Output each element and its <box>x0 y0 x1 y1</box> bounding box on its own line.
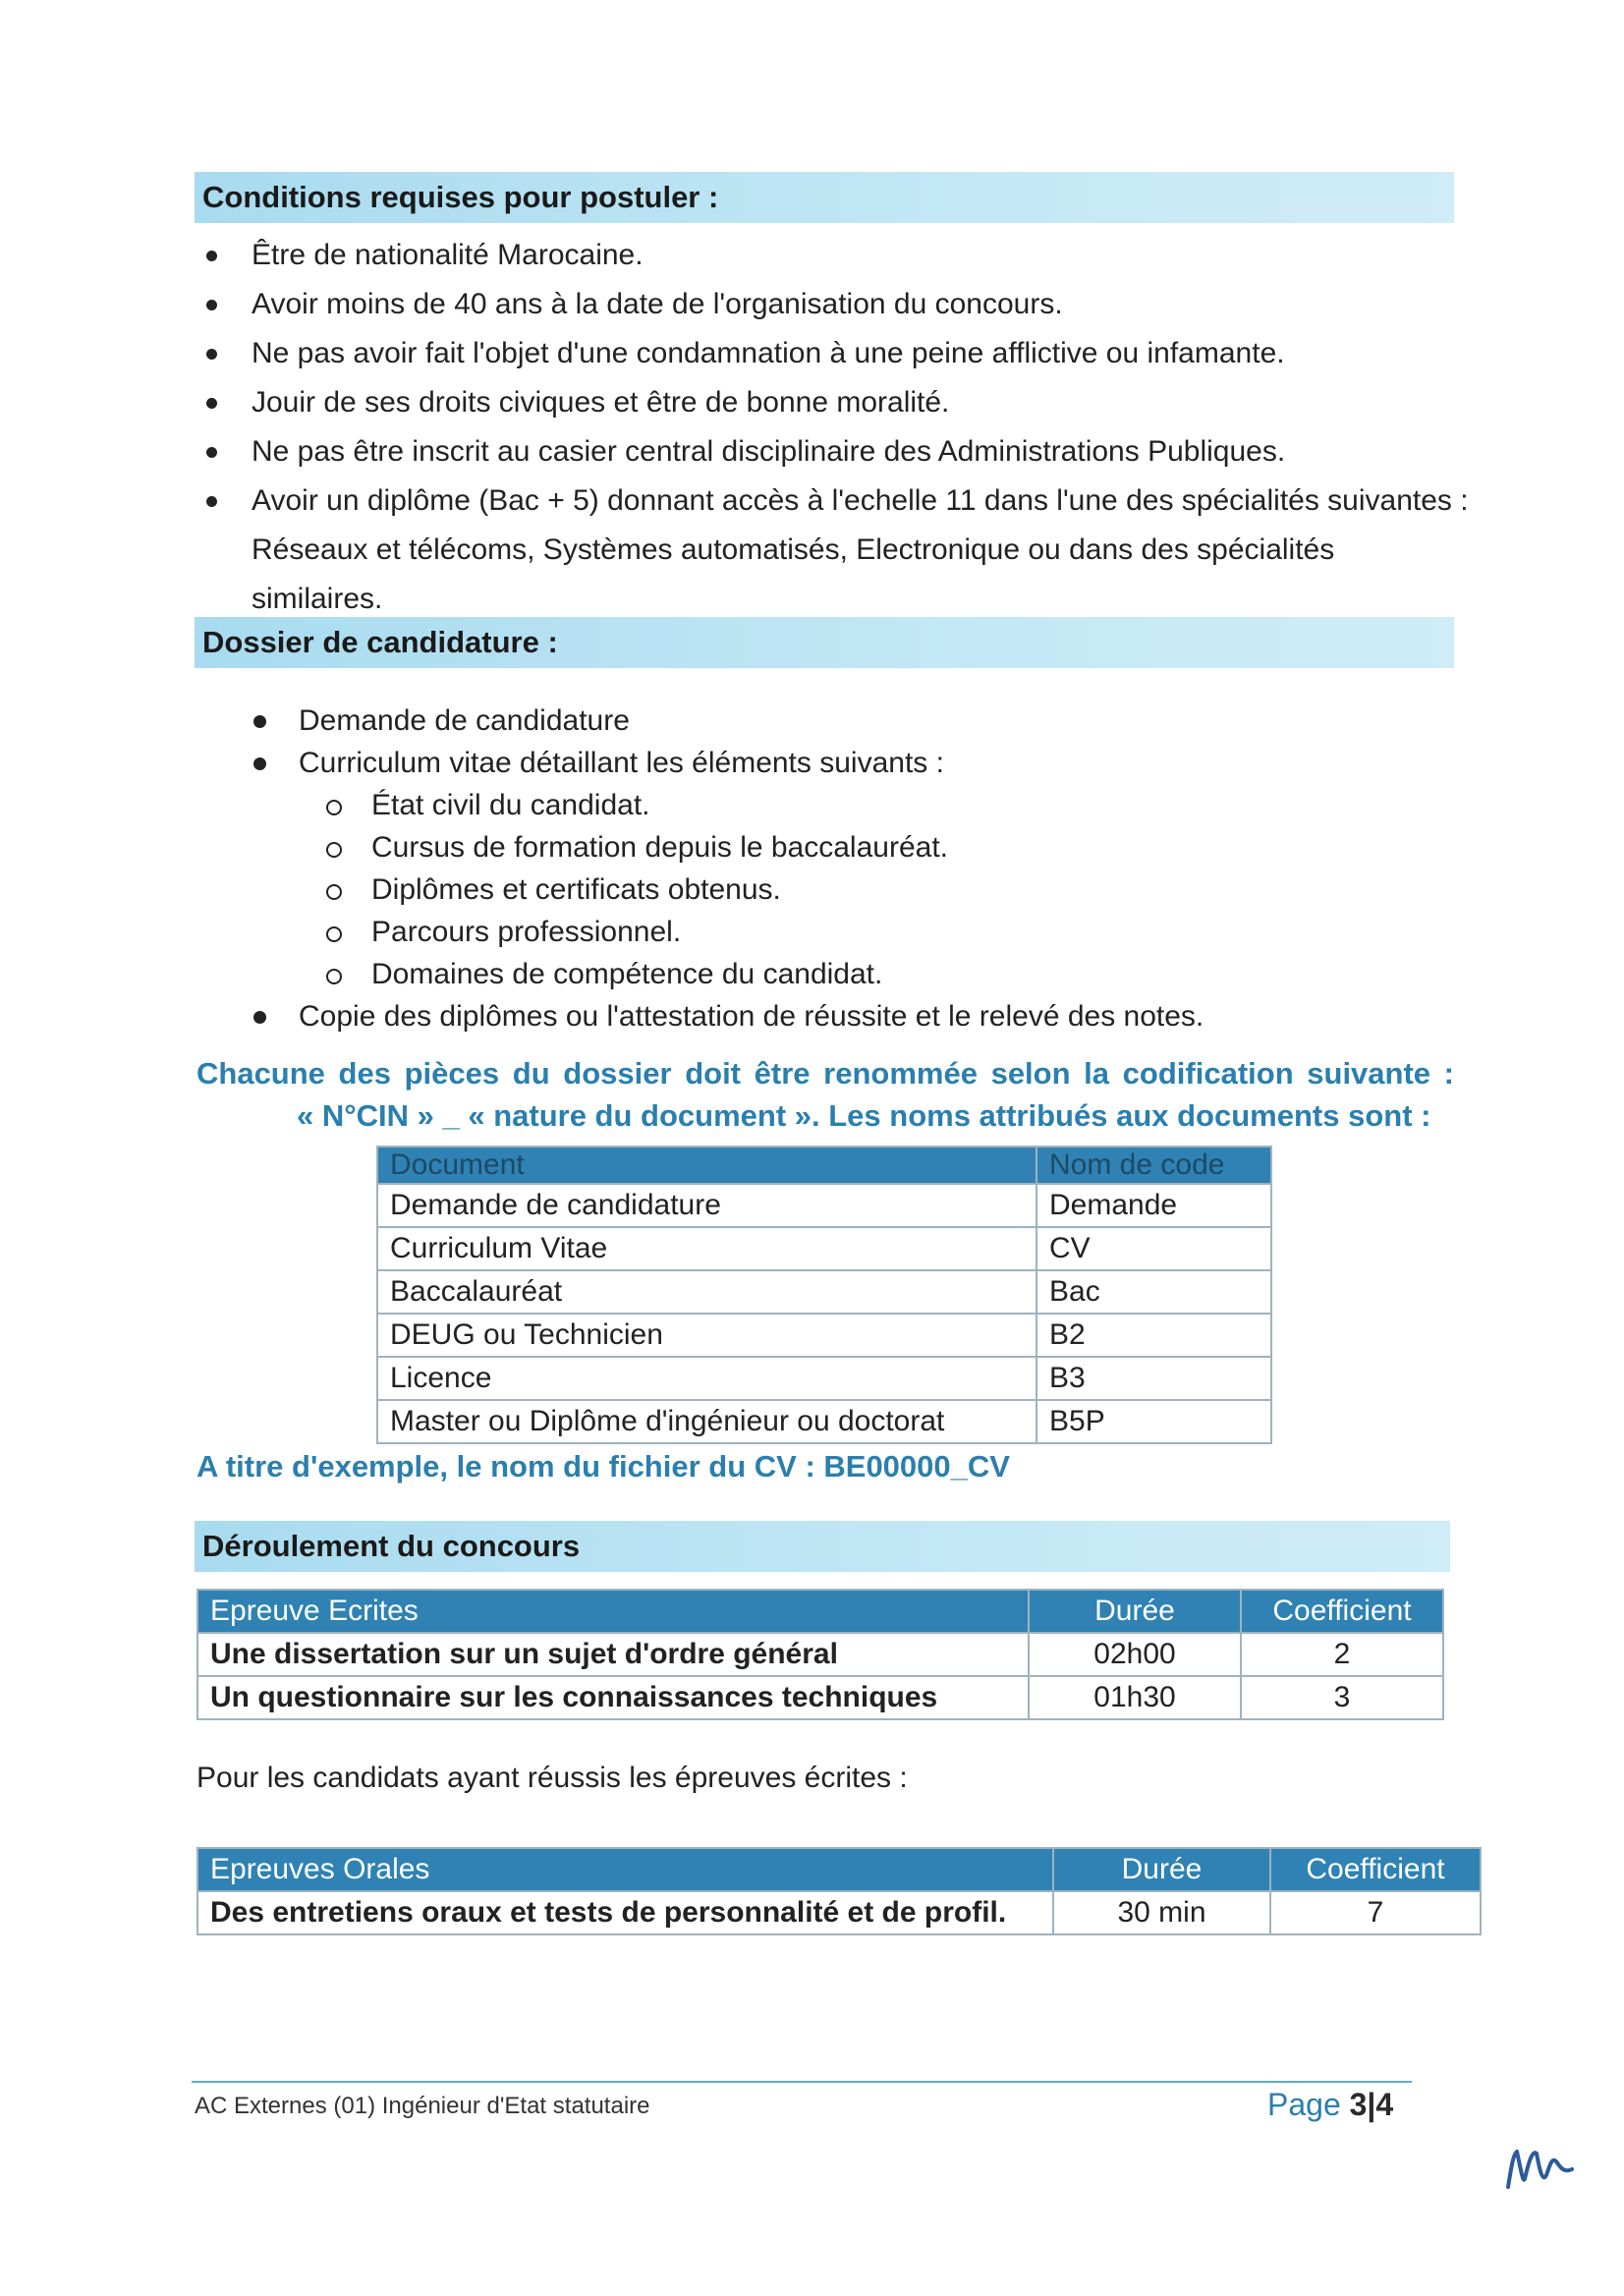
naming-instruction-line2: « N°CIN » _ « nature du document ». Les noms attribués aux documents sont : <box>297 1098 1431 1133</box>
page-label: Page <box>1267 2087 1341 2122</box>
column-header-epreuve: Epreuves Orales <box>197 1848 1053 1891</box>
circle-bullet-icon <box>326 884 342 900</box>
naming-table <box>376 1146 1272 1444</box>
deroulement-title: Déroulement du concours <box>202 1529 581 1563</box>
table-cell: Demande <box>1036 1184 1271 1227</box>
table-cell: Des entretiens oraux et tests de personnalité et de profil. <box>197 1891 1053 1934</box>
table-cell: Une dissertation sur un sujet d'ordre général <box>197 1633 1029 1676</box>
column-header-duree: Durée <box>1053 1848 1270 1891</box>
cv-subitems <box>248 784 1328 995</box>
list-item: Avoir moins de 40 ans à la date de l'organisation du concours. <box>195 280 1472 329</box>
circle-bullet-icon <box>326 842 342 858</box>
table-cell: Master ou Diplôme d'ingénieur ou doctorat <box>377 1400 1036 1443</box>
table-row <box>377 1314 1271 1357</box>
list-item: Curriculum vitae détaillant les éléments suivants : <box>248 742 1328 784</box>
sub-list-item: Parcours professionnel. <box>248 911 1328 953</box>
table-cell: CV <box>1036 1227 1271 1270</box>
naming-example: A titre d'exemple, le nom du fichier du CV : BE00000_CV <box>196 1449 1010 1484</box>
initials-signature <box>1503 2140 1582 2199</box>
list-item: Ne pas avoir fait l'objet d'une condamnation à une peine afflictive ou infamante. <box>195 329 1472 378</box>
table-row <box>377 1357 1271 1400</box>
dossier-header <box>195 617 1454 668</box>
deroulement-header <box>195 1521 1450 1572</box>
circle-bullet-icon <box>326 969 342 984</box>
footer-title: AC Externes (01) Ingénieur d'Etat statutaire <box>195 2093 650 2119</box>
footer-divider <box>192 2081 1412 2083</box>
sub-list-item: État civil du candidat. <box>248 784 1328 826</box>
table-cell: 02h00 <box>1029 1633 1241 1676</box>
page-current: 3 <box>1349 2087 1368 2122</box>
table-cell: DEUG ou Technicien <box>377 1314 1036 1357</box>
column-header-duree: Durée <box>1029 1590 1241 1633</box>
table-row <box>377 1227 1271 1270</box>
page-total: 4 <box>1375 2087 1394 2122</box>
table-cell: 30 min <box>1053 1891 1270 1934</box>
table-row <box>377 1184 1271 1227</box>
table-cell: B5P <box>1036 1400 1271 1443</box>
dossier-title: Dossier de candidature : <box>202 625 558 659</box>
circle-bullet-icon <box>326 800 342 815</box>
table-cell: Un questionnaire sur les connaissances techniques <box>197 1676 1029 1719</box>
oral-exams-table <box>196 1847 1482 1935</box>
circle-bullet-icon <box>326 926 342 942</box>
table-row <box>197 1891 1481 1934</box>
table-header-row <box>197 1590 1443 1633</box>
table-header-row <box>377 1147 1271 1184</box>
column-header-code: Nom de code <box>1036 1147 1271 1184</box>
oral-intro-text: Pour les candidats ayant réussis les épreuves écrites : <box>196 1762 908 1794</box>
sub-list-item: Domaines de compétence du candidat. <box>248 953 1328 995</box>
page-number <box>1267 2087 1393 2123</box>
bullet-icon <box>206 398 217 409</box>
naming-instruction-line1: Chacune des pièces du dossier doit être renommée selon la codification suivante : <box>196 1056 1454 1091</box>
page-separator: | <box>1367 2087 1376 2122</box>
bullet-icon <box>206 447 217 458</box>
table-cell: B2 <box>1036 1314 1271 1357</box>
sub-list-item: Cursus de formation depuis le baccalauréat. <box>248 826 1328 868</box>
dossier-list <box>248 700 1328 1037</box>
conditions-header <box>195 172 1454 223</box>
table-cell: 01h30 <box>1029 1676 1241 1719</box>
bullet-icon <box>253 757 266 770</box>
list-item: Ne pas être inscrit au casier central disciplinaire des Administrations Publiques. <box>195 427 1472 476</box>
table-cell: Baccalauréat <box>377 1270 1036 1314</box>
table-cell: 3 <box>1241 1676 1443 1719</box>
bullet-icon <box>206 251 217 261</box>
table-cell: Curriculum Vitae <box>377 1227 1036 1270</box>
bullet-icon <box>206 349 217 360</box>
list-item-continuation: Réseaux et télécoms, Systèmes automatisés, Electronique ou dans des spécialités similaires. <box>252 533 1335 615</box>
sub-list-item: Diplômes et certificats obtenus. <box>248 868 1328 911</box>
table-row <box>377 1270 1271 1314</box>
column-header-document: Document <box>377 1147 1036 1184</box>
table-row <box>197 1676 1443 1719</box>
bullet-icon <box>253 715 266 728</box>
table-cell: Licence <box>377 1357 1036 1400</box>
conditions-list <box>195 231 1472 624</box>
list-item: Avoir un diplôme (Bac + 5) donnant accès à l'echelle 11 dans l'une des spécialités suivantes : <box>195 476 1472 526</box>
table-cell: 2 <box>1241 1633 1443 1676</box>
table-row <box>197 1633 1443 1676</box>
table-cell: Demande de candidature <box>377 1184 1036 1227</box>
list-item: Jouir de ses droits civiques et être de bonne moralité. <box>195 378 1472 427</box>
bullet-icon <box>206 496 217 507</box>
list-item: Être de nationalité Marocaine. <box>195 231 1472 280</box>
table-cell: B3 <box>1036 1357 1271 1400</box>
list-item: Copie des diplômes ou l'attestation de réussite et le relevé des notes. <box>248 995 1328 1037</box>
table-row <box>377 1400 1271 1443</box>
column-header-coefficient: Coefficient <box>1270 1848 1481 1891</box>
list-item: Demande de candidature <box>248 700 1328 742</box>
column-header-coefficient: Coefficient <box>1241 1590 1443 1633</box>
column-header-epreuve: Epreuve Ecrites <box>197 1590 1029 1633</box>
written-exams-table <box>196 1589 1444 1720</box>
table-cell: Bac <box>1036 1270 1271 1314</box>
bullet-icon <box>253 1011 266 1024</box>
conditions-title: Conditions requises pour postuler : <box>202 180 719 214</box>
table-header-row <box>197 1848 1481 1891</box>
table-cell: 7 <box>1270 1891 1481 1934</box>
bullet-icon <box>206 300 217 310</box>
